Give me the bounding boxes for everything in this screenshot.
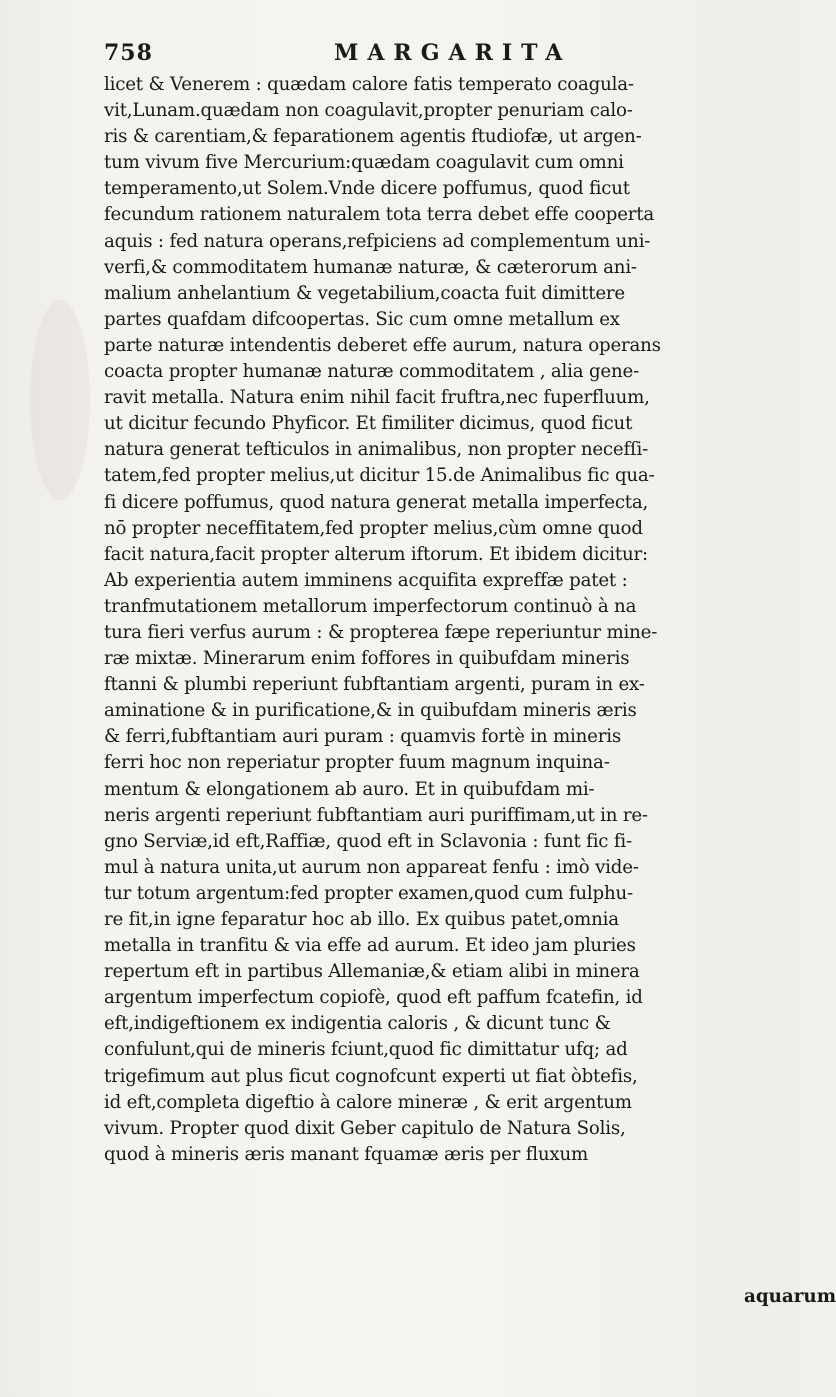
text-line: ftanni & plumbi reperiunt fubftantiam argenti, puram in ex- xyxy=(104,674,645,696)
body-text xyxy=(104,72,796,1168)
text-line: natura generat tefticulos in animalibus, non propter necefſi- xyxy=(104,439,649,461)
running-head xyxy=(104,40,760,70)
text-line: trigefimum aut plus ficut cognofcunt experti ut fiat òbtefis, xyxy=(104,1065,638,1087)
text-line: ræ mixtæ. Minerarum enim foffores in quibufdam mineris xyxy=(104,648,630,670)
text-line: fecundum rationem naturalem tota terra debet effe cooperta xyxy=(104,204,655,226)
text-line: tatem,fed propter melius,ut dicitur 15.de Animalibus fic qua- xyxy=(104,465,655,487)
running-title: MARGARITA xyxy=(334,40,572,66)
text-line: aminatione & in purificatione,& in quibufdam mineris æris xyxy=(104,700,637,722)
text-line: ut dicitur fecundo Phyficor. Et fimiliter dicimus, quod ficut xyxy=(104,413,633,435)
paper-stain xyxy=(30,300,90,500)
text-line: partes quafdam difcoopertas. Sic cum omne metallum ex xyxy=(104,308,620,330)
text-line: argentum imperfectum copiofè, quod eft paffum fcatefin, id xyxy=(104,987,643,1009)
text-line: quod à mineris æris manant fquamæ æris per fluxum xyxy=(104,1143,589,1165)
text-line: tum vivum five Mercurium:quædam coagulavit cum omni xyxy=(104,152,624,174)
text-line: repertum eft in partibus Allemaniæ,& etiam alibi in minera xyxy=(104,961,640,983)
text-line: & ferri,fubftantiam auri puram : quamvis fortè in mineris xyxy=(104,726,621,748)
text-line: facit natura,facit propter alterum iftorum. Et ibidem dicitur: xyxy=(104,543,648,565)
text-line: Ab experientia autem imminens acquifita expreffæ patet : xyxy=(104,569,628,591)
text-line: re fit,in igne feparatur hoc ab illo. Ex quibus patet,omnia xyxy=(104,909,619,930)
page-number: 758 xyxy=(104,40,153,66)
text-line: vit,Lunam.quædam non coagulavit,propter penuriam calo- xyxy=(104,100,633,122)
catchword: aquarum xyxy=(744,1286,836,1307)
text-line: tura fieri verfus aurum : & propterea fæpe reperiuntur mine- xyxy=(104,621,658,643)
text-line: mul à natura unita,ut aurum non appareat fenfu : imò vide- xyxy=(104,856,639,878)
text-line: ferri hoc non reperiatur propter fuum magnum inquina- xyxy=(104,752,610,774)
text-line: licet & Venerem : quædam calore fatis temperato coagula- xyxy=(104,74,634,95)
text-line: parte naturæ intendentis deberet effe aurum, natura operans xyxy=(104,334,661,356)
text-line: verfi,& commoditatem humanæ naturæ, & cæterorum ani- xyxy=(104,256,637,278)
text-line: tur totum argentum:fed propter examen,quod cum fulphu- xyxy=(104,882,633,904)
text-line: ris & carentiam,& feparationem agentis ftudiofæ, ut argen- xyxy=(104,126,642,148)
text-line: ravit metalla. Natura enim nihil facit fruftra,nec fuperfluum, xyxy=(104,387,650,409)
text-line: malium anhelantium & vegetabilium,coacta fuit dimittere xyxy=(104,282,625,304)
text-line: tranfmutationem metallorum imperfectorum continuò à na xyxy=(104,595,637,617)
text-line: aquis : fed natura operans,refpiciens ad complementum uni- xyxy=(104,230,651,252)
text-line: nō propter neceffitatem,fed propter melius,cùm omne quod xyxy=(104,517,643,539)
text-line: coacta propter humanæ naturæ commoditatem , alia gene- xyxy=(104,361,640,383)
text-line: id eft,completa digeftio à calore mineræ , & erit argentum xyxy=(104,1091,632,1113)
text-line: neris argenti reperiunt fubftantiam auri puriffimam,ut in re- xyxy=(104,804,648,826)
text-line: vivum. Propter quod dixit Geber capitulo de Natura Solis, xyxy=(104,1117,626,1139)
text-line: temperamento,ut Solem.Vnde dicere poffumus, quod ficut xyxy=(104,178,630,200)
text-line: gno Serviæ,id eft,Raffiæ, quod eft in Sclavonia : funt fic fi- xyxy=(104,830,632,852)
text-line: mentum & elongationem ab auro. Et in quibufdam mi- xyxy=(104,778,595,800)
text-line: confulunt,qui de mineris fciunt,quod fic dimittatur ufq; ad xyxy=(104,1039,628,1061)
text-line: metalla in tranfitu & via effe ad aurum. Et ideo jam pluries xyxy=(104,935,636,957)
text-line: fi dicere poffumus, quod natura generat metalla imperfecta, xyxy=(104,491,649,513)
text-line: eft,indigeftionem ex indigentia caloris , & dicunt tunc & xyxy=(104,1013,611,1035)
